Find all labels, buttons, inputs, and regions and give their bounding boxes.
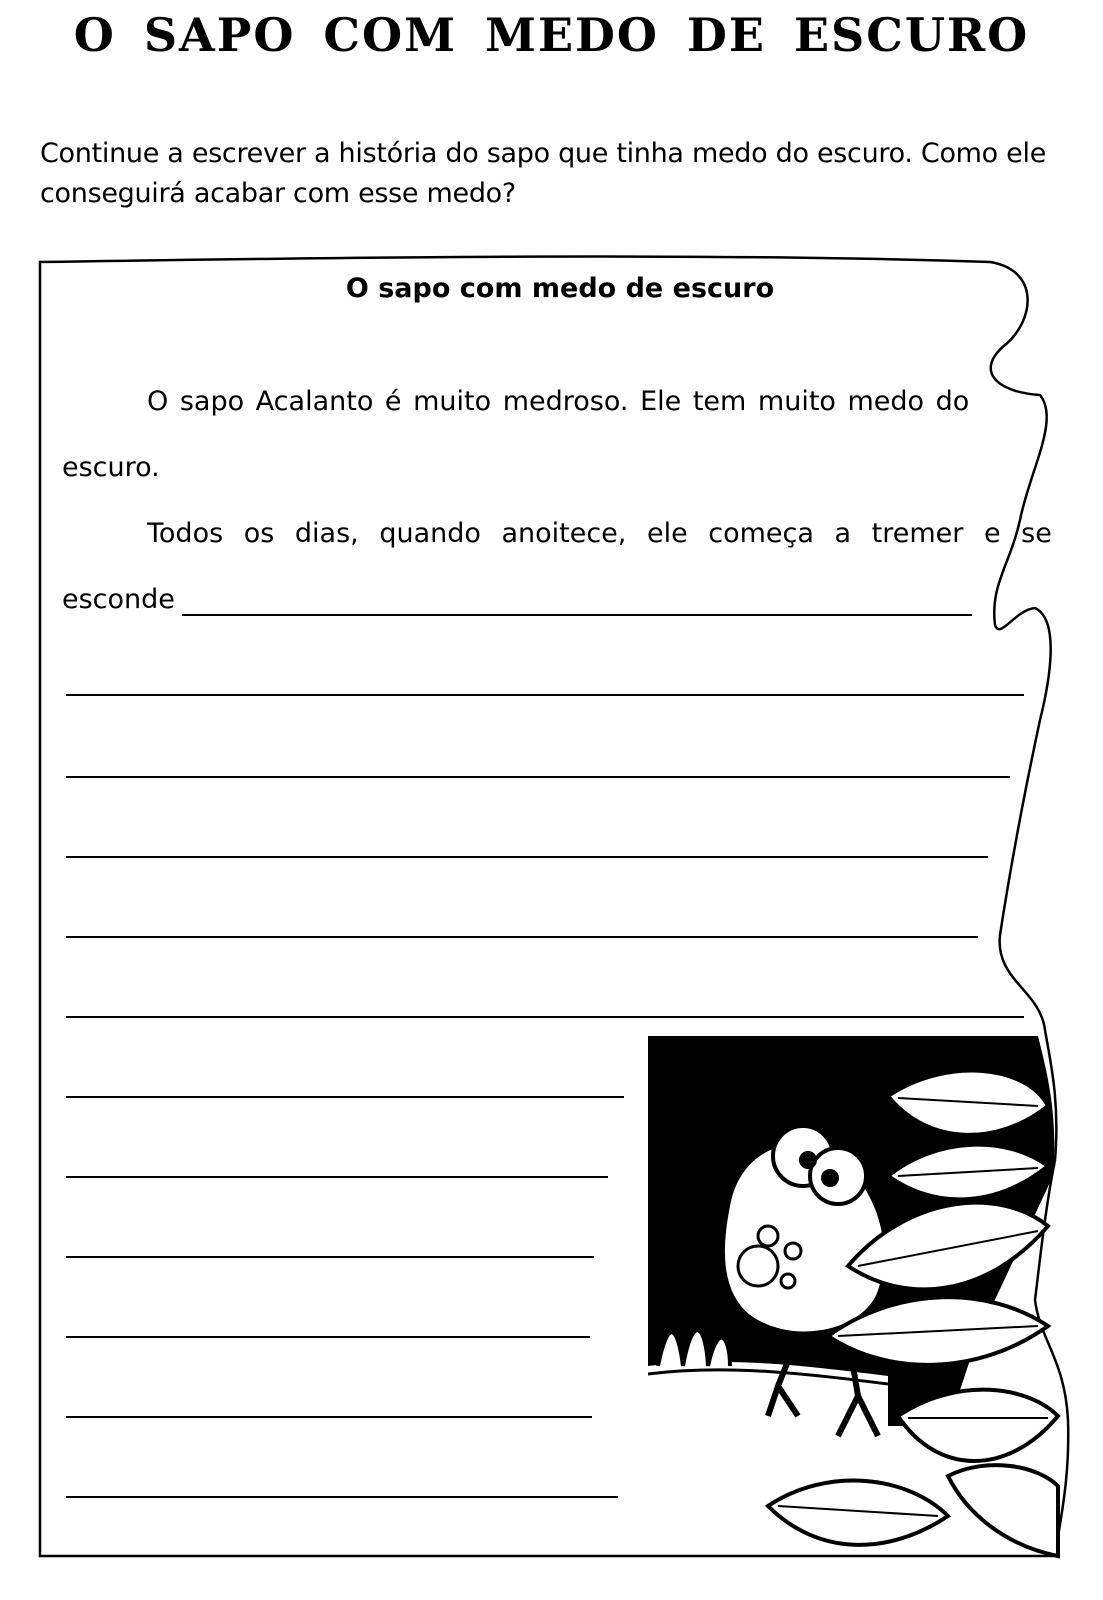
writing-line[interactable]: [66, 694, 1024, 696]
writing-line[interactable]: [66, 1096, 624, 1098]
frog-pupil-left: [799, 1151, 817, 1169]
story-paragraph-1-line-2: escuro.: [62, 452, 160, 483]
frog-pupil-right: [821, 1169, 839, 1187]
writing-line[interactable]: [66, 776, 1010, 778]
story-paragraph-1-line-1: O sapo Acalanto é muito medroso. Ele tem muito medo do: [147, 386, 970, 417]
writing-line[interactable]: [66, 936, 978, 938]
writing-line[interactable]: [66, 856, 988, 858]
page-title: O SAPO COM MEDO DE ESCURO: [73, 8, 1030, 62]
frog-spot: [785, 1243, 801, 1259]
writing-line[interactable]: [66, 1256, 594, 1258]
leaf: [768, 1481, 948, 1545]
leaf: [948, 1465, 1058, 1556]
frog-spot: [758, 1226, 778, 1246]
story-paragraph-2-line-1: Todos os dias, quando anoitece, ele começa a tremer e se: [147, 518, 1052, 549]
writing-line[interactable]: [66, 1176, 608, 1178]
frog-hiding-illustration: [648, 1036, 1068, 1564]
writing-line[interactable]: [66, 1016, 1024, 1018]
instructions-text: Continue a escrever a história do sapo que tinha medo do escuro. Como ele conseguirá acabar com esse medo?: [40, 138, 1046, 209]
story-title: O sapo com medo de escuro: [345, 273, 775, 304]
writing-line[interactable]: [66, 1416, 592, 1418]
story-paragraph-2-line-2: esconde: [62, 584, 175, 615]
writing-line[interactable]: [66, 1336, 590, 1338]
frog-spot: [781, 1274, 795, 1288]
writing-line[interactable]: [182, 614, 972, 616]
writing-line[interactable]: [66, 1496, 618, 1498]
frog-spot: [738, 1246, 778, 1286]
